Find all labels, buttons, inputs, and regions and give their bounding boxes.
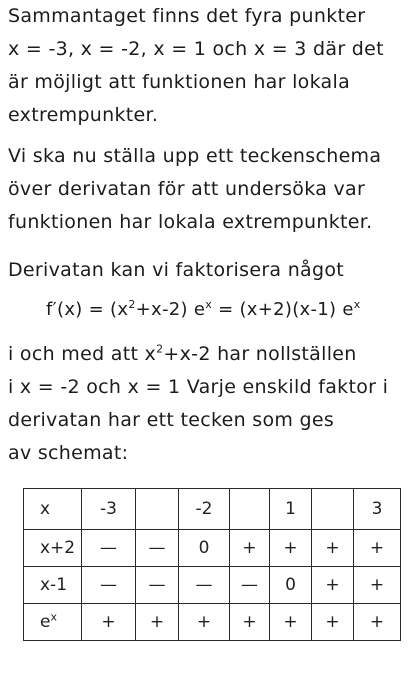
text-line: av schemat:: [8, 442, 129, 464]
table-header-cell: [312, 489, 354, 530]
sign-table: [23, 488, 401, 641]
sign-cell: +: [312, 530, 354, 567]
text-line: i x = -2 och x = 1 Varje enskild faktor i: [8, 376, 389, 398]
text-line: Vi ska nu ställa upp ett teckenschema: [8, 145, 382, 167]
sign-cell: +: [179, 604, 230, 641]
sign-cell: +: [354, 530, 401, 567]
table-header-cell: -3: [82, 489, 136, 530]
sign-cell: —: [82, 530, 136, 567]
sign-cell: 0: [270, 567, 312, 604]
sign-cell: +: [312, 604, 354, 641]
text-line: i och med att $x^2+x-2$ har nollställen: [8, 342, 357, 365]
sign-cell: 0: [179, 530, 230, 567]
sign-cell: +: [230, 604, 270, 641]
text-line: Derivatan kan vi faktorisera något: [8, 259, 345, 281]
row-label: x+2: [24, 530, 82, 567]
text-line: extrempunkter.: [8, 104, 159, 126]
table-header-cell: [136, 489, 179, 530]
table-header-cell: 3: [354, 489, 401, 530]
sign-cell: —: [230, 567, 270, 604]
sign-cell: +: [136, 604, 179, 641]
table-header-cell: -2: [179, 489, 230, 530]
table-row: [24, 530, 401, 567]
sign-cell: +: [82, 604, 136, 641]
sign-cell: +: [270, 530, 312, 567]
sign-cell: —: [136, 567, 179, 604]
row-label: x-1: [24, 567, 82, 604]
sign-cell: +: [354, 604, 401, 641]
sign-cell: +: [312, 567, 354, 604]
row-label: $e^x$: [24, 604, 82, 641]
sign-cell: +: [270, 604, 312, 641]
sign-cell: +: [230, 530, 270, 567]
sign-cell: —: [82, 567, 136, 604]
table-row: [24, 604, 401, 641]
text-line: funktionen har lokala extrempunkter.: [8, 211, 373, 233]
derivative-formula: $f'(x) = (x^2+x-2) e^x = (x+2)(x-1)$ $e^x$: [46, 298, 361, 320]
sign-cell: —: [179, 567, 230, 604]
sign-cell: —: [136, 530, 179, 567]
table-header-cell: [230, 489, 270, 530]
table-header-cell: 1: [270, 489, 312, 530]
text-line: x = -3, x = -2, x = 1 och x = 3 där det: [8, 38, 384, 60]
sign-cell: +: [354, 567, 401, 604]
text-line: över derivatan för att undersöka var: [8, 178, 366, 200]
table-header-label: x: [24, 489, 82, 530]
text-line: Sammantaget finns det fyra punkter: [8, 5, 366, 27]
sign-table-header-row: [24, 489, 401, 530]
text-line: derivatan har ett tecken som ges: [8, 409, 335, 431]
text-line: är möjligt att funktionen har lokala: [8, 71, 351, 93]
table-row: [24, 567, 401, 604]
